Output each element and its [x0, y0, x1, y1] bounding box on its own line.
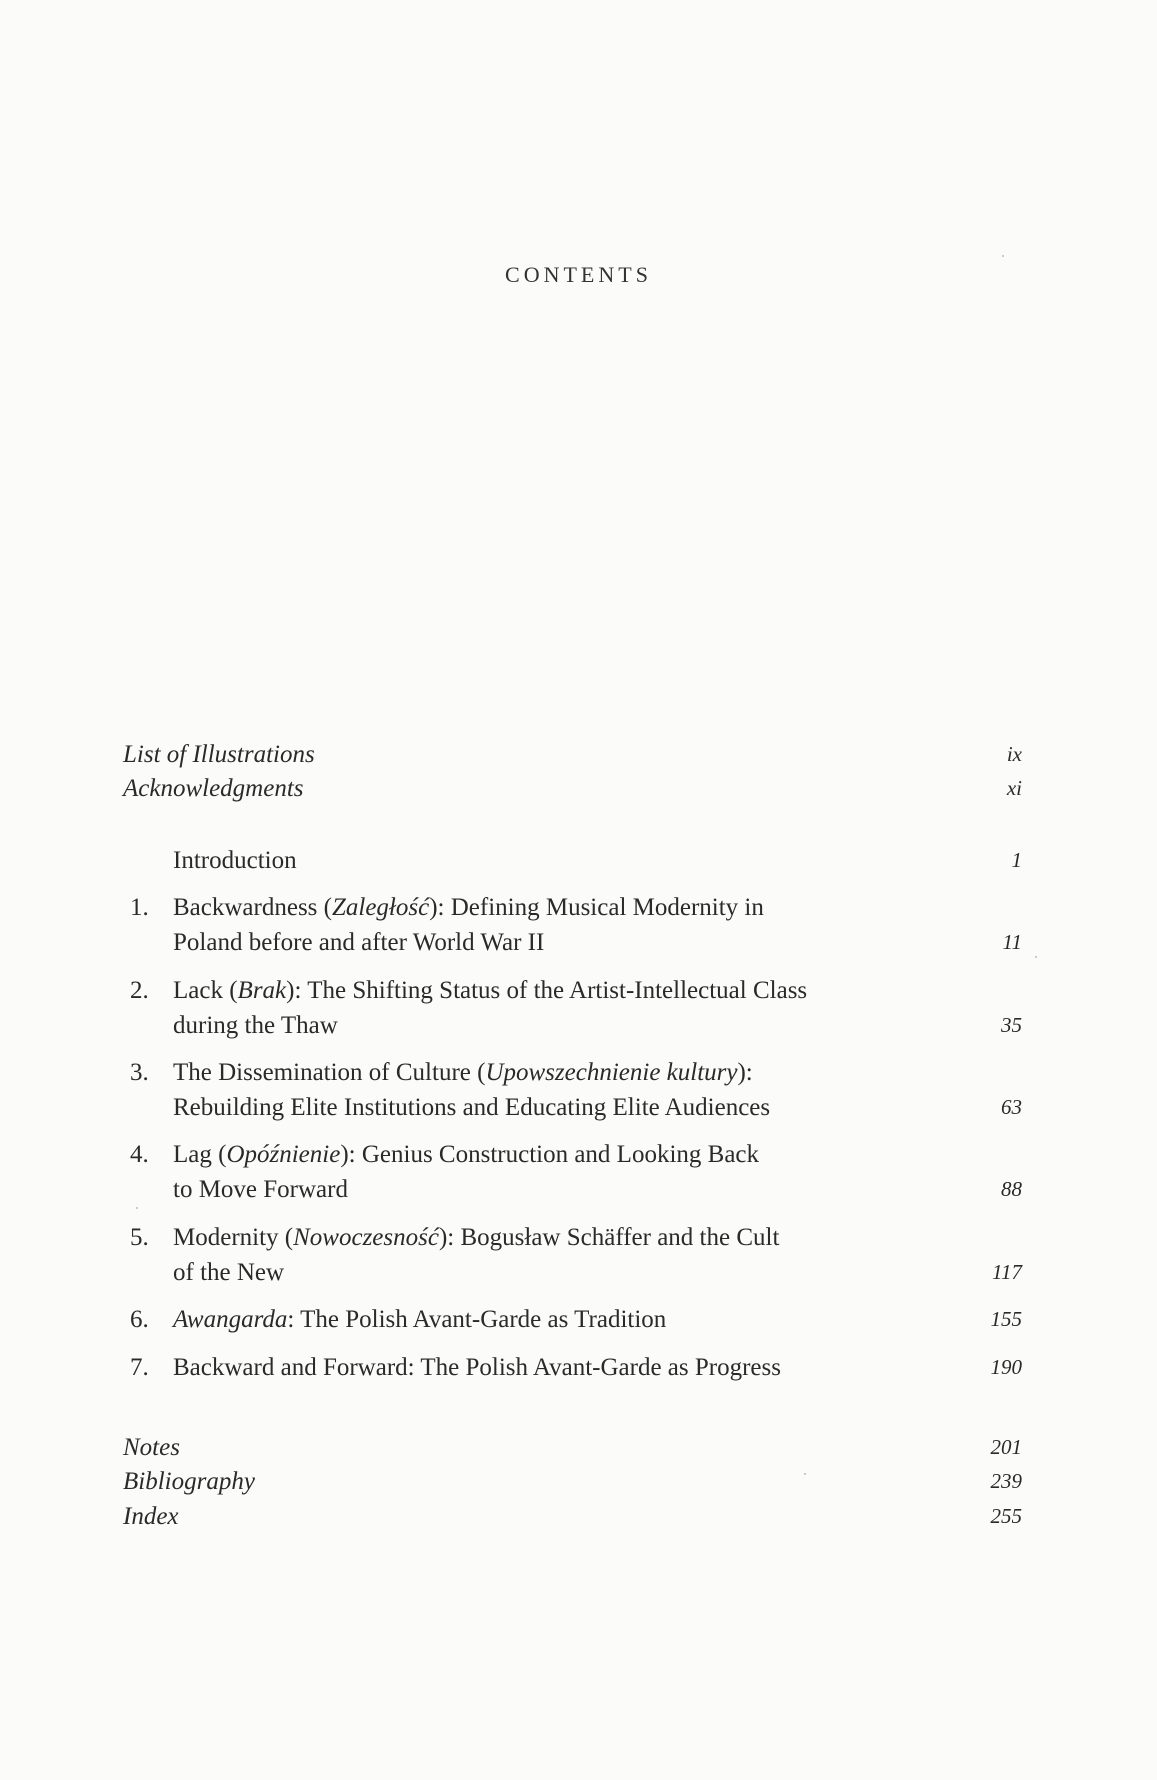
chapter-number: 3. — [130, 1059, 149, 1086]
page-number: 190 — [990, 1355, 1022, 1379]
chapter-title-line1: The Dissemination of Culture (Upowszechnienie kultury): — [173, 1059, 753, 1086]
page-number: 88 — [1001, 1177, 1022, 1201]
toc-entry-acknowledgments: Acknowledgments — [123, 775, 304, 802]
scan-speck — [136, 1207, 138, 1209]
page-number: 239 — [990, 1469, 1022, 1493]
scan-speck — [804, 1473, 806, 1475]
toc-entry-introduction: Introduction — [173, 847, 297, 874]
page-number: 255 — [990, 1504, 1022, 1528]
page-number: 117 — [992, 1260, 1022, 1284]
chapter-number: 4. — [130, 1141, 149, 1168]
chapter-title-line1: Lag (Opóźnienie): Genius Construction and Looking Back — [173, 1141, 760, 1168]
chapter-title-line1: Lack (Brak): The Shifting Status of the Artist-Intellectual Class — [173, 977, 808, 1004]
page-number: 11 — [1002, 930, 1022, 954]
page-number: xi — [1006, 776, 1022, 800]
toc-entry-bibliography: Bibliography — [123, 1468, 255, 1495]
chapter-number: 1. — [130, 894, 149, 921]
chapter-title-line1: Awangarda: The Polish Avant-Garde as Tradition — [173, 1306, 667, 1333]
page-number: 201 — [990, 1435, 1022, 1459]
chapter-title-line2: of the New — [173, 1259, 285, 1286]
page-number: 155 — [990, 1307, 1022, 1331]
chapter-title-line2: Poland before and after World War II — [173, 929, 545, 956]
chapter-title-line1: Modernity (Nowoczesność): Bogusław Schäffer and the Cult — [173, 1224, 780, 1251]
chapter-title-line1: Backwardness (Zaległość): Defining Musical Modernity in — [173, 894, 764, 921]
chapter-title-line2: to Move Forward — [173, 1176, 348, 1203]
chapter-title-line2: Rebuilding Elite Institutions and Educating Elite Audiences — [173, 1094, 771, 1121]
page-number: 1 — [1011, 848, 1022, 872]
chapter-number: 5. — [130, 1224, 149, 1251]
toc-entry-index: Index — [123, 1503, 179, 1530]
page-number: 63 — [1001, 1095, 1022, 1119]
toc-entry-list-of-illustrations: List of Illustrations — [123, 741, 315, 768]
chapter-title-line2: during the Thaw — [173, 1012, 338, 1039]
page-number: 35 — [1001, 1013, 1022, 1037]
toc-entry-notes: Notes — [123, 1434, 180, 1461]
scan-speck — [1002, 255, 1004, 257]
chapter-number: 2. — [130, 977, 149, 1004]
chapter-title-line1: Backward and Forward: The Polish Avant-Garde as Progress — [173, 1354, 781, 1381]
page-number: ix — [1006, 742, 1022, 766]
scan-speck — [1035, 956, 1037, 958]
page-title: CONTENTS — [505, 262, 652, 287]
chapter-number: 7. — [130, 1354, 149, 1381]
chapter-number: 6. — [130, 1306, 149, 1333]
